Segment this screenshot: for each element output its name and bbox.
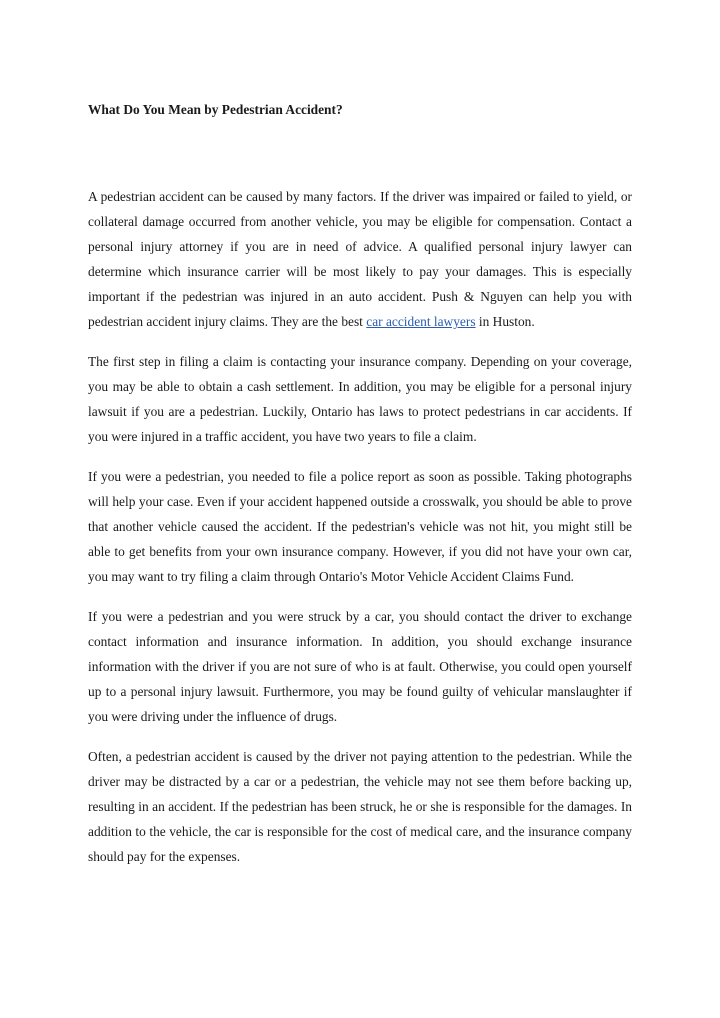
paragraph-1-text-after: in Huston. — [475, 314, 535, 329]
paragraph-2: The first step in filing a claim is contacting your insurance company. Depending on your coverage, you may be able to obtain a cash settlement. In addition, you may be eligible for a personal injury lawsuit if you are a pedestrian. Luckily, Ontario has laws to protect pedestrians in car accidents. If you were injured in a traffic accident, you have two years to file a claim. — [88, 354, 632, 444]
car-accident-lawyers-link[interactable]: car accident lawyers — [366, 314, 476, 329]
paragraph-4: If you were a pedestrian and you were struck by a car, you should contact the driver to exchange contact information and insurance information. In addition, you should exchange insurance information with the driver if you are not sure of who is at fault. Otherwise, you could open yourself up to a personal injury lawsuit. Furthermore, you may be found guilty of vehicular manslaughter if you were driving under the influence of drugs. — [88, 609, 632, 724]
paragraph-1-text-before: A pedestrian accident can be caused by many factors. If the driver was impaired or failed to yield, or collateral damage occurred from another vehicle, you may be eligible for compensation. Contact a personal injury attorney if you are in need of advice. A qualified personal injury lawyer can determine which insurance carrier will be most likely to pay your damages. This is especially important if the pedestrian was injured in an auto accident. Push & Nguyen can help you with pedestrian accident injury claims. They are the best — [88, 189, 632, 329]
paragraph-1 — [88, 184, 632, 334]
document-title: What Do You Mean by Pedestrian Accident? — [88, 102, 343, 117]
paragraph-5: Often, a pedestrian accident is caused by the driver not paying attention to the pedestrian. While the driver may be distracted by a car or a pedestrian, the vehicle may not see them before backing up, resulting in an accident. If the pedestrian has been struck, he or she is responsible for the damages. In addition to the vehicle, the car is responsible for the cost of medical care, and the insurance company should pay for the expenses. — [88, 749, 632, 864]
paragraph-3: If you were a pedestrian, you needed to file a police report as soon as possible. Taking photographs will help your case. Even if your accident happened outside a crosswalk, you should be able to prove that another vehicle caused the accident. If the pedestrian's vehicle was not hit, you might still be able to get benefits from your own insurance company. However, if you did not have your own car, you may want to try filing a claim through Ontario's Motor Vehicle Accident Claims Fund. — [88, 469, 632, 584]
document-body — [88, 100, 632, 884]
